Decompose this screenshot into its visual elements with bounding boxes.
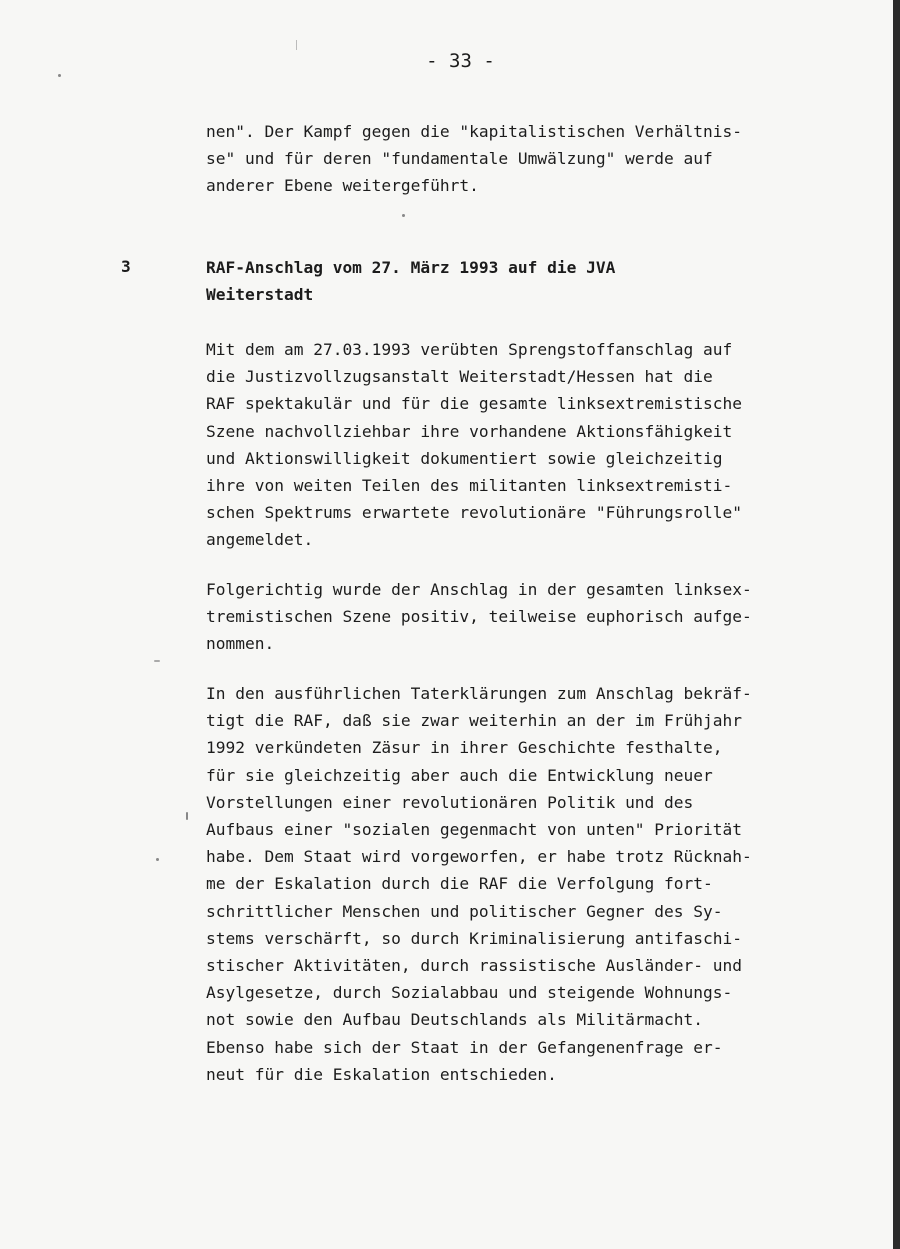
text-line: Mit dem am 27.03.1993 verübten Sprengstoffanschlag auf (206, 340, 733, 359)
text-line: schrittlicher Menschen und politischer Gegner des Sy- (206, 901, 723, 921)
text-line: die Justizvollzugsanstalt Weiterstadt/Hessen hat die (206, 367, 713, 387)
text-line: 1992 verkündeten Zäsur in ihrer Geschichte festhalte, (206, 738, 723, 758)
text-line: tremistischen Szene positiv, teilweise euphorisch aufge- (206, 607, 752, 627)
heading-line: Weiterstadt (206, 285, 314, 305)
text-line: angemeldet. (206, 530, 314, 550)
text-line: me der Eskalation durch die RAF die Verfolgung fort- (206, 874, 713, 894)
section-number: 3 (121, 257, 131, 276)
paragraph-folgerichtig (206, 576, 806, 658)
text-line: RAF spektakulär und für die gesamte linksextremistische (206, 394, 743, 414)
text-line: se" und für deren "fundamentale Umwälzung" werde auf (206, 149, 713, 169)
scan-speck (156, 858, 159, 861)
text-line: Folgerichtig wurde der Anschlag in der gesamten linksex- (206, 580, 752, 599)
text-line: neut für die Eskalation entschieden. (206, 1064, 557, 1084)
text-line: ihre von weiten Teilen des militanten linksextremisti- (206, 476, 733, 496)
text-line: und Aktionswilligkeit dokumentiert sowie gleichzeitig (206, 448, 723, 468)
text-line: Szene nachvollziehbar ihre vorhandene Aktionsfähigkeit (206, 421, 733, 441)
text-line: Vorstellungen einer revolutionären Politik und des (206, 792, 694, 812)
text-line: Aufbaus einer "sozialen gegenmacht von unten" Priorität (206, 820, 743, 840)
text-line: Asylgesetze, durch Sozialabbau und steigende Wohnungs- (206, 983, 733, 1003)
paragraph-taterklaerungen (206, 680, 806, 1088)
text-line: für sie gleichzeitig aber auch die Entwicklung neuer (206, 765, 713, 785)
text-line: In den ausführlichen Taterklärungen zum Anschlag bekräf- (206, 684, 752, 703)
text-line: not sowie den Aufbau Deutschlands als Militärmacht. (206, 1010, 704, 1030)
scan-speck (154, 660, 160, 662)
scan-speck (58, 74, 61, 77)
page-number: - 33 - (426, 50, 495, 72)
text-line: stischer Aktivitäten, durch rassistische Ausländer- und (206, 956, 743, 976)
section-heading (206, 254, 806, 308)
paragraph-continuation (206, 118, 806, 200)
text-line: tigt die RAF, daß sie zwar weiterhin an der im Frühjahr (206, 711, 743, 731)
scan-speck (402, 214, 405, 217)
text-line: schen Spektrums erwartete revolutionäre "Führungsrolle" (206, 503, 743, 523)
scan-speck (296, 40, 297, 50)
text-line: anderer Ebene weitergeführt. (206, 176, 479, 196)
paragraph-anschlag (206, 336, 806, 554)
text-line: Ebenso habe sich der Staat in der Gefangenenfrage er- (206, 1037, 723, 1057)
text-line: nen". Der Kampf gegen die "kapitalistischen Verhältnis- (206, 122, 743, 141)
heading-line: RAF-Anschlag vom 27. März 1993 auf die JVA (206, 258, 616, 277)
text-line: nommen. (206, 634, 275, 654)
text-line: habe. Dem Staat wird vorgeworfen, er habe trotz Rücknah- (206, 847, 752, 867)
scan-speck (186, 812, 188, 820)
text-line: stems verschärft, so durch Kriminalisierung antifaschi- (206, 928, 743, 948)
